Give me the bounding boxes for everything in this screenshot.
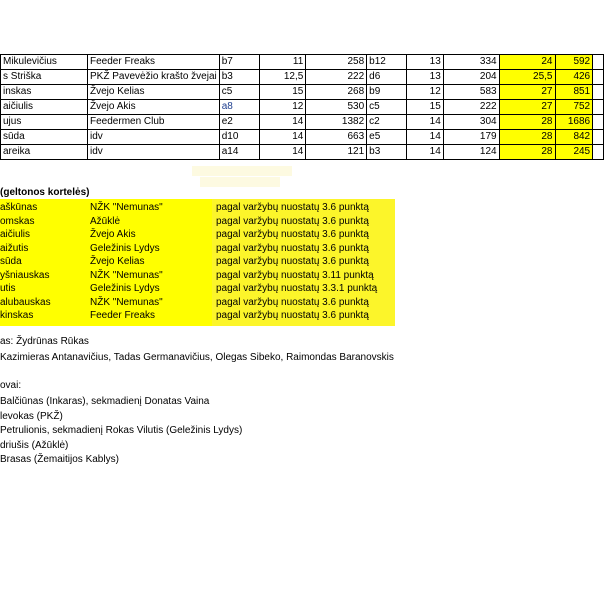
sector-1: a8 (219, 100, 259, 115)
participant-name: Mikulevičius (1, 55, 88, 70)
penalized-club: Ažūklė (90, 215, 121, 227)
participant-name: areika (1, 145, 88, 160)
weight-2: 222 (443, 100, 499, 115)
team-name: Žvejo Akis (88, 100, 220, 115)
penalized-name: utis (0, 283, 16, 294)
weight-2: 204 (443, 70, 499, 85)
penalty-reason: pagal varžybų nuostatų 3.6 punktą (216, 202, 369, 213)
weight-1: 1382 (306, 115, 367, 130)
trailing-cell (593, 55, 604, 70)
trailing-cell (593, 115, 604, 130)
sector-1: b3 (219, 70, 259, 85)
sector-2: e5 (367, 130, 406, 145)
penalized-club: NŽK "Nemunas" (90, 296, 163, 308)
weight-1: 663 (306, 130, 367, 145)
penalized-club: NŽK "Nemunas" (90, 202, 163, 213)
trailing-cell (593, 85, 604, 100)
place-2: 14 (406, 130, 443, 145)
penalized-club: Žvejo Kelias (90, 256, 145, 267)
sponsor-line: driušis (Ažūklė) (0, 440, 69, 451)
total-points: 24 (499, 55, 555, 70)
total-points: 27 (499, 100, 555, 115)
trailing-cell (593, 100, 604, 115)
team-name: PKŽ Pavevėžio krašto žvejai (88, 70, 220, 85)
total-weight: 1686 (555, 115, 593, 130)
table-row (1, 85, 604, 100)
trailing-cell (593, 130, 604, 145)
participant-name: inskas (1, 85, 88, 100)
total-points: 28 (499, 130, 555, 145)
trailing-cell (593, 70, 604, 85)
team-name: Žvejo Kelias (88, 85, 220, 100)
table-row (1, 145, 604, 160)
place-2: 14 (406, 115, 443, 130)
penalty-reason: pagal varžybų nuostatų 3.6 punktą (216, 229, 369, 240)
weight-2: 334 (443, 55, 499, 70)
team-name: Feeder Freaks (88, 55, 220, 70)
penalized-name: aičiulis (0, 229, 31, 240)
faint-artifact (192, 166, 292, 176)
weight-2: 124 (443, 145, 499, 160)
participant-name: ujus (1, 115, 88, 130)
sector-1: c5 (219, 85, 259, 100)
weight-1: 121 (306, 145, 367, 160)
weight-1: 268 (306, 85, 367, 100)
team-name: idv (88, 145, 220, 160)
penalty-reason: pagal varžybų nuostatų 3.6 punktą (216, 310, 369, 321)
place-2: 14 (406, 145, 443, 160)
penalty-reason: pagal varžybų nuostatų 3.11 punktą (216, 269, 374, 281)
place-1: 14 (260, 145, 306, 160)
total-weight: 245 (555, 145, 593, 160)
penalized-club: Geležinis Lydys (90, 283, 160, 294)
penalty-reason: pagal varžybų nuostatų 3.3.1 punktą (216, 283, 378, 294)
sector-1: d10 (219, 130, 259, 145)
penalized-club: NŽK "Nemunas" (90, 269, 163, 281)
penalized-club: Feeder Freaks (90, 310, 156, 321)
total-points: 27 (499, 85, 555, 100)
place-1: 12 (260, 100, 306, 115)
total-weight: 426 (555, 70, 593, 85)
table-row (1, 130, 604, 145)
place-2: 12 (406, 85, 443, 100)
sector-2: b3 (367, 145, 406, 160)
participant-name: aičiulis (1, 100, 88, 115)
place-2: 13 (406, 55, 443, 70)
penalty-reason: pagal varžybų nuostatų 3.6 punktą (216, 256, 369, 267)
table-row (1, 55, 604, 70)
total-weight: 752 (555, 100, 593, 115)
place-1: 12,5 (260, 70, 306, 85)
total-weight: 592 (555, 55, 593, 70)
weight-1: 258 (306, 55, 367, 70)
penalized-name: alubauskas (0, 296, 51, 308)
table-row (1, 115, 604, 130)
faint-artifact (200, 177, 280, 187)
judge-line: as: Žydrūnas Rūkas (0, 336, 89, 347)
weight-1: 222 (306, 70, 367, 85)
total-points: 28 (499, 115, 555, 130)
total-weight: 842 (555, 130, 593, 145)
sponsors-title: ovai: (0, 380, 22, 391)
place-1: 15 (260, 85, 306, 100)
place-1: 14 (260, 115, 306, 130)
sector-1: b7 (219, 55, 259, 70)
sector-2: c5 (367, 100, 406, 115)
penalized-name: kinskas (0, 310, 34, 321)
weight-2: 179 (443, 130, 499, 145)
penalized-name: omskas (0, 215, 35, 227)
total-points: 28 (499, 145, 555, 160)
sponsor-line: Petrulionis, sekmadienį Rokas Vilutis (Geležinis Lydys) (0, 425, 243, 436)
place-1: 14 (260, 130, 306, 145)
total-points: 25,5 (499, 70, 555, 85)
penalty-reason: pagal varžybų nuostatų 3.6 punktą (216, 242, 369, 254)
penalized-name: aškūnas (0, 202, 38, 213)
sponsor-line: Brasas (Žemaitijos Kablys) (0, 454, 119, 465)
results-table (0, 54, 604, 160)
weight-2: 304 (443, 115, 499, 130)
trailing-cell (593, 145, 604, 160)
place-2: 15 (406, 100, 443, 115)
penalty-reason: pagal varžybų nuostatų 3.6 punktą (216, 296, 369, 308)
penalized-name: aižutis (0, 242, 29, 254)
total-weight: 851 (555, 85, 593, 100)
team-name: idv (88, 130, 220, 145)
sector-2: b12 (367, 55, 406, 70)
sponsor-line: Balčiūnas (Inkaras), sekmadienį Donatas Vaina (0, 396, 210, 407)
team-name: Feedermen Club (88, 115, 220, 130)
participant-name: sūda (1, 130, 88, 145)
sector-2: b9 (367, 85, 406, 100)
sponsor-line: levokas (PKŽ) (0, 411, 63, 422)
place-1: 11 (260, 55, 306, 70)
sector-2: c2 (367, 115, 406, 130)
penalty-reason: pagal varžybų nuostatų 3.6 punktą (216, 215, 369, 227)
table-row (1, 70, 604, 85)
yellow-cards-block (0, 199, 395, 326)
assistants-line: Kazimieras Antanavičius, Tadas Germanavičius, Olegas Sibeko, Raimondas Baranovskis (0, 352, 394, 363)
penalized-club: Žvejo Akis (90, 229, 136, 240)
penalized-name: sūda (0, 256, 22, 267)
weight-1: 530 (306, 100, 367, 115)
participant-name: s Striška (1, 70, 88, 85)
weight-2: 583 (443, 85, 499, 100)
cards-section-title: (geltonos kortelės) (0, 187, 90, 198)
place-2: 13 (406, 70, 443, 85)
sector-1: a14 (219, 145, 259, 160)
sector-2: d6 (367, 70, 406, 85)
penalized-name: yšniauskas (0, 269, 50, 281)
penalized-club: Geležinis Lydys (90, 242, 160, 254)
sector-1: e2 (219, 115, 259, 130)
table-row (1, 100, 604, 115)
